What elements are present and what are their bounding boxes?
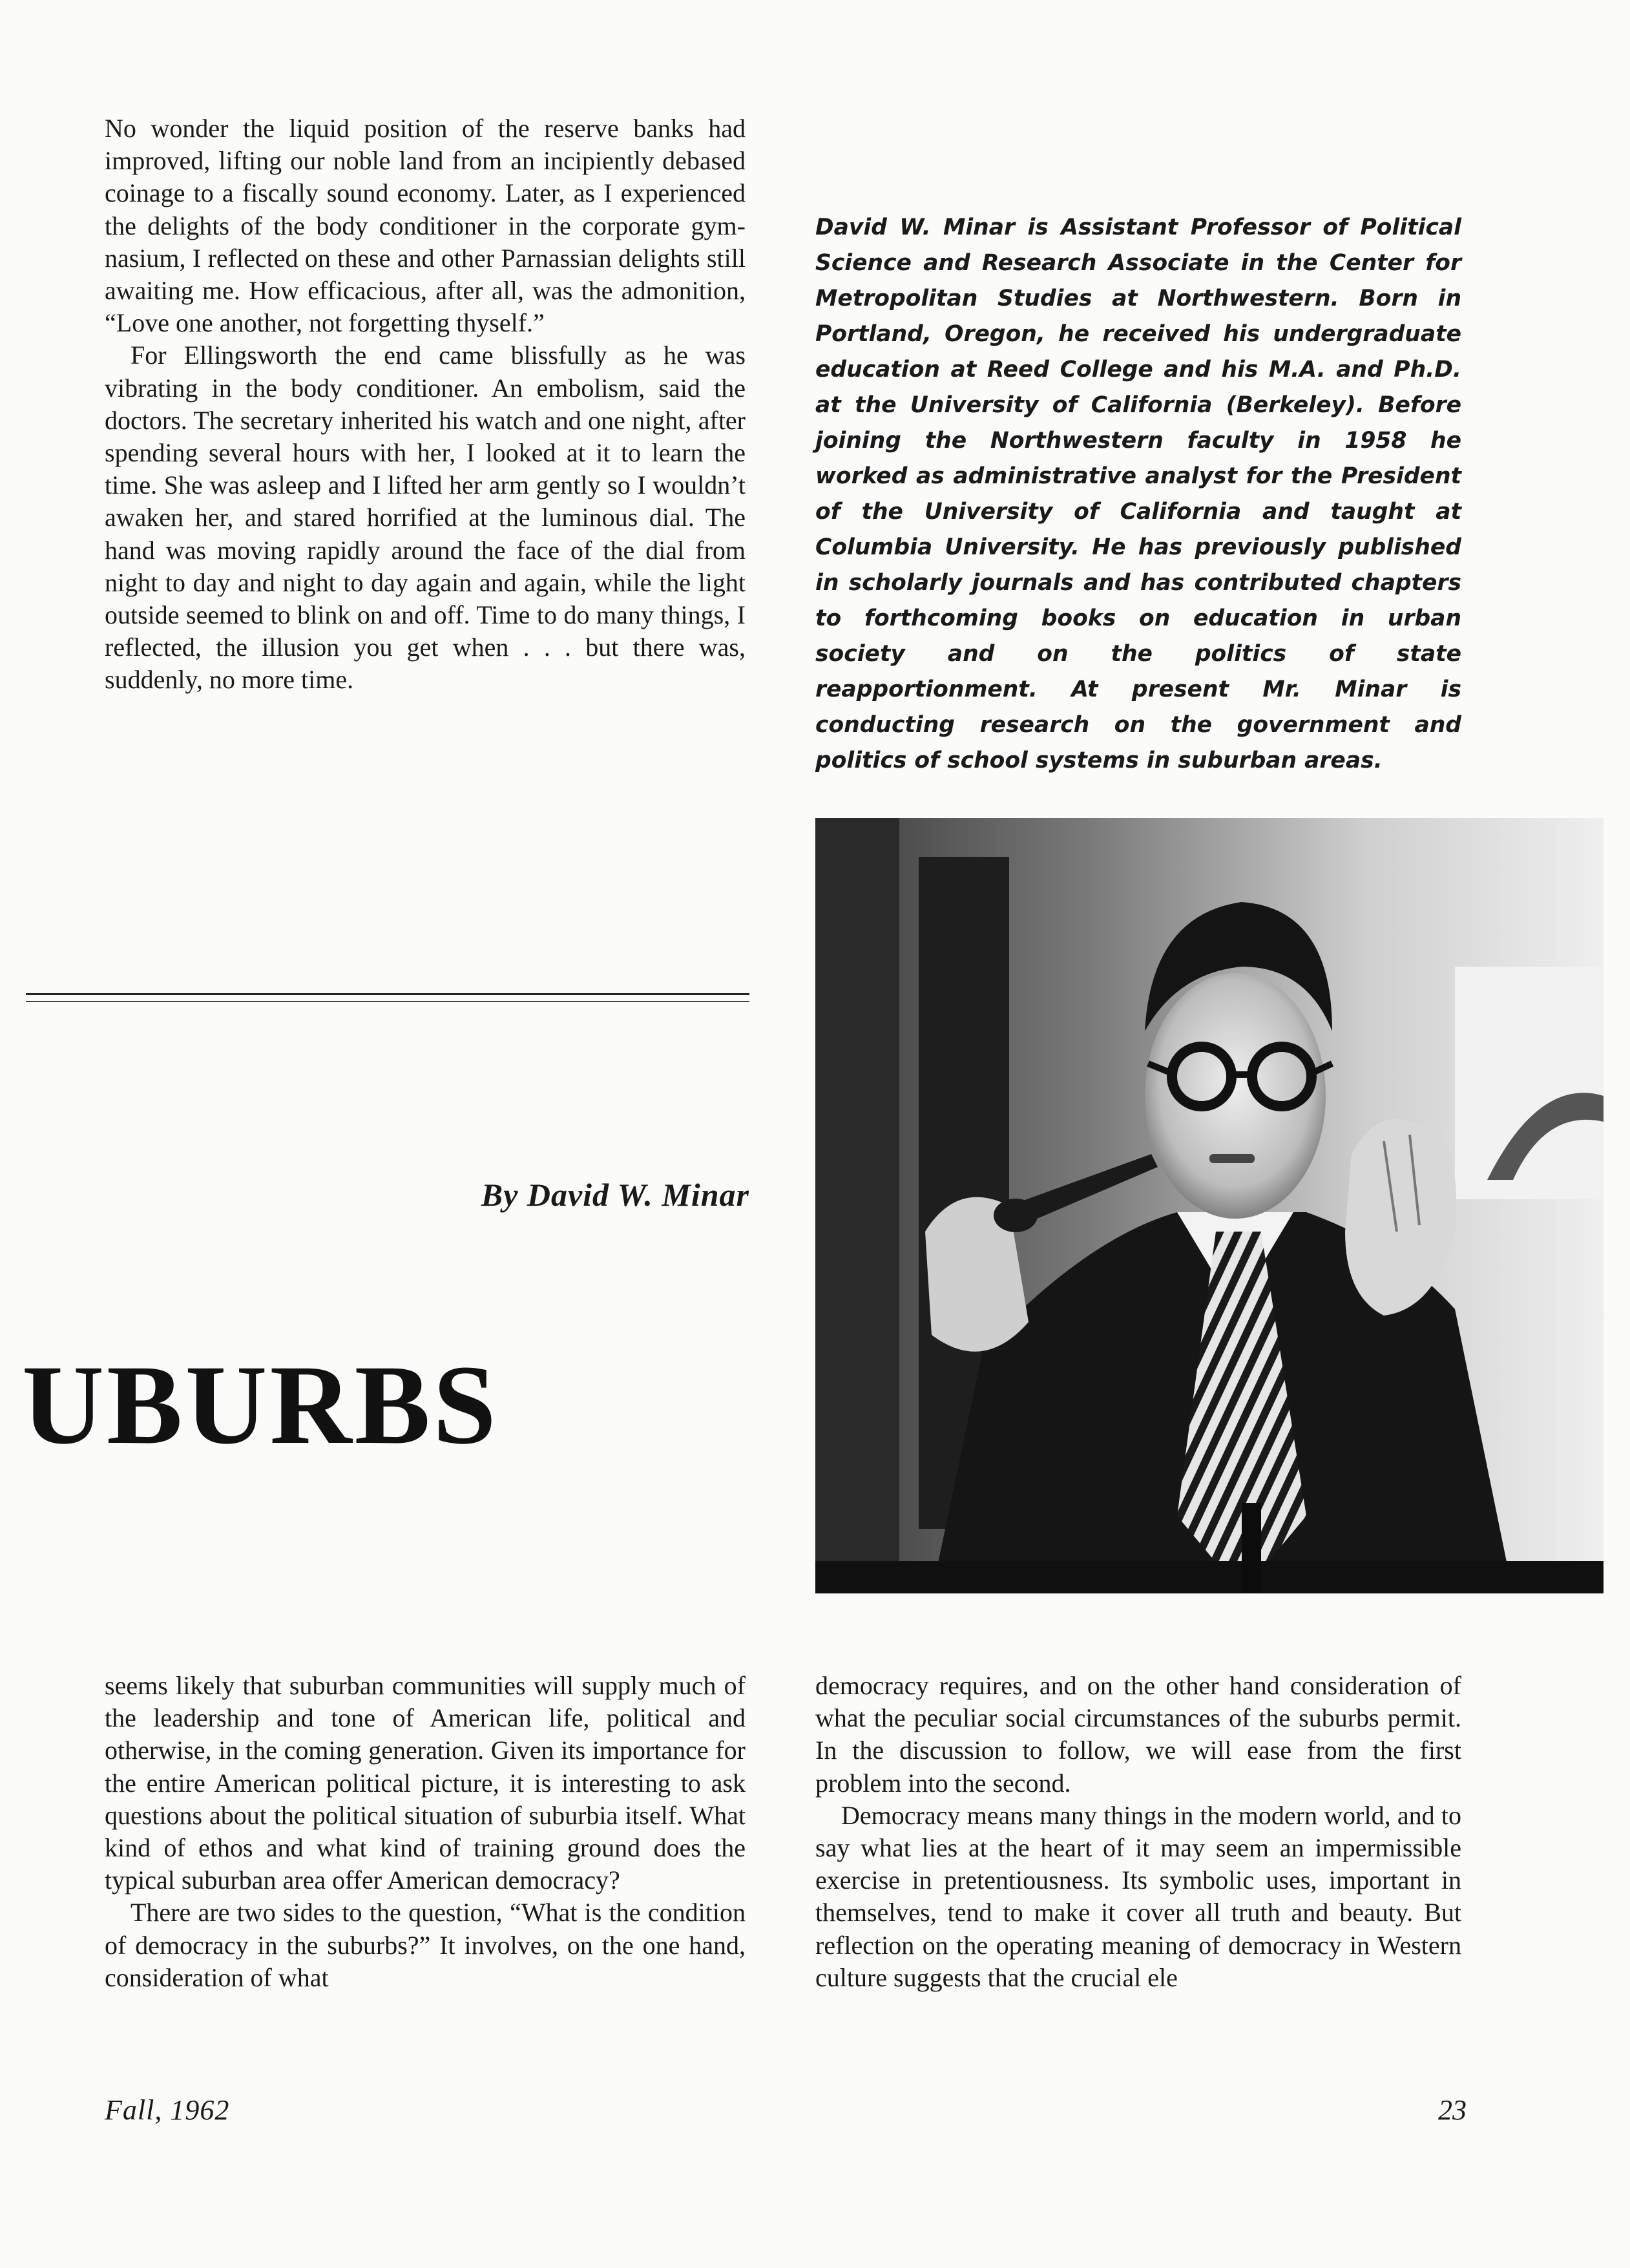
author-bio: David W. Minar is Assistant Professor of Political Science and Research Associate in the Center for Metropolitan Studies at Northwestern. Born in Portland, Oregon, he received his undergraduate education at Reed College and his M.A. and Ph.D. at the University of California (Berkeley). Before joining the Northwestern faculty in 1958 he worked as administrative analyst for the President of the University of California and taught at Columbia University. He has previously published in scholarly journals and has contributed chapters to forthcoming books on education in urban society and on the politics of state reapportionment. At present Mr. Minar is conducting research on the government and politics of school systems in suburban areas. bbox=[815, 215, 1461, 773]
top-left-column bbox=[105, 112, 746, 697]
byline: By David W. Minar bbox=[481, 1177, 749, 1213]
bottom-left-column bbox=[105, 1670, 746, 1994]
paragraph: seems likely that suburban communities will supply much of the leadership and tone of American life, political and otherwise, in the coming generation. Given its importance for the entire American political picture, it is interesting to ask questions about the political situation of suburbia itself. What kind of ethos and what kind of training ground does the typical suburban area offer American democracy? bbox=[105, 1671, 746, 1895]
paragraph: democracy requires, and on the other hand consideration of what the peculiar social circumstances of the suburbs permit. In the discussion to follow, we will ease from the first problem into the second. bbox=[815, 1671, 1461, 1798]
section-divider bbox=[26, 993, 749, 1002]
author-photo bbox=[815, 818, 1604, 1593]
headline: UBURBS bbox=[22, 1342, 499, 1468]
paragraph: There are two sides to the question, “What is the condition of democracy in the suburbs?” It involves, on the one hand, consideration of what bbox=[105, 1898, 746, 1992]
paragraph: For Ellingsworth the end came blissfully as he was vibrating in the body conditioner. An embolism, said the doctors. The secretary inherited his watch and one night, after spending several hours with her, I looked at it to learn the time. She was asleep and I lifted her arm gently so I wouldn’t awaken her, and stared horrified at the luminous dial. The hand was moving rapidly around the face of the dial from night to day and night to day again and again, while the light outside seemed to blink on and off. Time to do many things, I reflected, the illusion you get when . . . but there was, suddenly, no more time. bbox=[105, 341, 746, 695]
paragraph: No wonder the liquid position of the reserve banks had improved, lifting our noble land from an incipiently debased coinage to a fiscally sound economy. Later, as I experienced the delights of the body conditioner in the corporate gymnasium, I reflected on these and other Parnassian delights still awaiting me. How efficacious, after all, was the admonition, “Love one another, not forgetting thyself.” bbox=[105, 114, 746, 338]
footer-issue: Fall, 1962 bbox=[105, 2094, 230, 2126]
bottom-right-column bbox=[815, 1670, 1461, 1994]
page-number: 23 bbox=[1438, 2094, 1467, 2126]
paragraph: Democracy means many things in the modern world, and to say what lies at the heart of it may seem an impermissible exercise in pretentiousness. Its symbolic uses, important in themselves, tend to make it cover all truth and beauty. But reflection on the operating meaning of democracy in Western culture suggests that the crucial ele bbox=[815, 1800, 1461, 1992]
